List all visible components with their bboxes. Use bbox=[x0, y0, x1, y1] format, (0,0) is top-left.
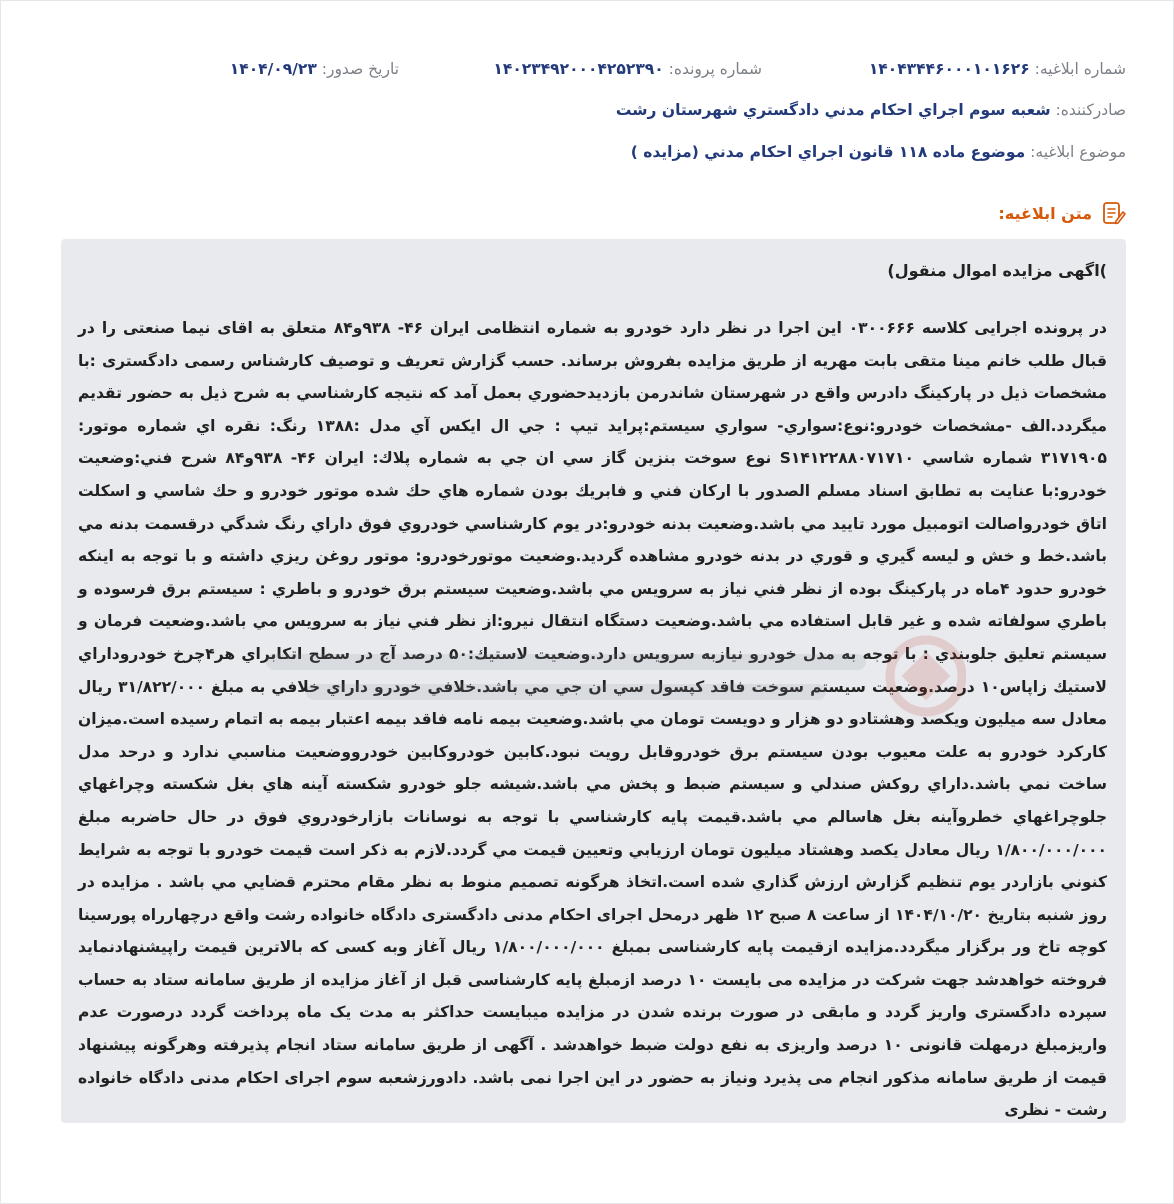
issuer-label: صادرکننده: bbox=[1055, 101, 1126, 119]
issuer-value: شعبه سوم اجراي احكام مدني دادگستري شهرستان رشت bbox=[615, 101, 1051, 119]
subject-value: موضوع ماده ۱۱۸ قانون اجراي احكام مدني (مزايده ) bbox=[630, 143, 1026, 161]
notice-number-value: ۱۴۰۴۳۴۴۶۰۰۰۱۰۱۶۲۶ bbox=[868, 60, 1030, 78]
case-number-row bbox=[493, 60, 762, 78]
issue-date-label: تاریخ صدور: bbox=[321, 60, 399, 78]
issue-date-value: ۱۴۰۴/۰۹/۲۳ bbox=[229, 60, 317, 78]
notice-heading: )اگهی مزایده اموال منقول) bbox=[887, 261, 1107, 280]
notice-number-label: شماره ابلاغیه: bbox=[1034, 60, 1126, 78]
case-number-value: ۱۴۰۲۳۴۹۲۰۰۰۴۲۵۲۳۹۰ bbox=[493, 60, 664, 78]
notice-text-section-title bbox=[998, 200, 1126, 226]
notice-number-row bbox=[869, 60, 1126, 78]
notice-body-text: در پرونده اجرایی کلاسه ۰۳۰۰۶۶۶ اين اجرا در نظر دارد خودرو به شماره انتظامی ايران ۴۶- ۹۳۸و۸۴ متعلق به اقای نیما صنعتی را در قبال طلب خانم مینا متقی بابت مهریه از طريق مزايده بفروش برساند. حسب گزارش تعريف و توصيف كارشناس رسمی دادگستری :با مشخصات ذیل در پارکینگ دادرس واقع در شهرستان شاندرمن بازديدحضوري بعمل آمد كه نتيجه كارشناسي به شرح ذيل به حضور تقديم ميگردد.الف -مشخصات خودرو:نوع:سواري- سواري سيستم:پرايد تيپ : جي ال ايكس آي مدل :۱۳۸۸ رنگ: نقره اي شماره موتور: ۳۱۷۱۹۰۵ شماره شاسي S۱۴۱۲۲۸۸۰۷۱۷۱۰ نوع سوخت بنزين گاز سي ان جي به شماره پلاك: ايران ۴۶- ۹۳۸و۸۴ شرح فني:وضعيت خودرو:با عنايت به تطابق اسناد مسلم الصدور با اركان فني و فابريك بودن شماره هاي حك شده موتور خودرو و حك شاسي و اسكلت اتاق خودرواصالت اتومبيل مورد تاييد مي باشد.وضعيت بدنه خودرو:در يوم كارشناسي خودروي فوق داراي رنگ شدگي درقسمت بدنه مي باشد.خط و خش و ليسه گيري و قوري در بدنه خودرو مشاهده گرديد.وضعيت موتورخودرو: موتور روغن ريزي داشته و با توجه به اينكه خودرو حدود ۴ماه در پاركينگ بوده از نظر فني نياز به سرويس مي باشد.وضعيت سيستم برق خودرو و باطري : سيستم برق فرسوده و باطري سولفاته شده و غير قابل استفاده مي باشد.وضعيت دستگاه انتقال نيرو:از نظر فني نياز به سرويس مي باشد.وضعيت فرمان و سيستم تعليق جلوبندي : با توجه به مدل خودرو نيازبه سرويس دارد.وضعيت لاستيك:۵۰ درصد آج در سطح اتكابراي هر۴چرخ خودروداراي لاستيك زاپاس۱۰ درصد.وضعيت سيستم سوخت فاقد كپسول سي ان جي مي باشد.خلافي خودرو داراي خلافي به مبلغ ۳۱/۸۲۲/۰۰۰ ريال معادل سه ميليون ويكصد وهشتادو دو هزار و دويست تومان مي باشد.وضعيت بيمه نامه فاقد بيمه اعتبار بيمه به اتمام رسيده است.ميزان كاركرد خودرو به علت معيوب بودن سيستم برق خودروقابل رويت نبود.كابين خودروكابين خودرووضعيت مناسبي ندارد و درحد مدل ساخت نمي باشد.داراي روكش صندلي و سيستم ضبط و پخش مي باشد.شيشه جلو خودرو شكسته آينه هاي بغل شكسته وچراغهاي جلوچراغهاي خطروآينه بغل هاسالم مي باشد.قيمت پايه كارشناسي با توجه به نوسانات بازارخودروي فوق در حال حاضربه مبلغ ۱/۸۰۰/۰۰۰/۰۰۰ ريال معادل يكصد وهشتاد ميليون تومان ارزيابي وتعيين قيمت مي گردد.لازم به ذكر است قيمت خودرو با توجه به شرايط كنوني بازاردر يوم تنظيم گزارش ارزش گذاري شده است.اتخاذ هرگونه تصميم منوط به نظر مقام محترم قضايي مي باشد . مزايده در روز شنبه بتاريخ ۱۴۰۴/۱۰/۲۰ از ساعت ۸ صبح ۱۲ ظهر درمحل اجرای احکام مدنی دادگستری دادگاه خانواده رشت واقع درچهارراه پورسينا کوچه تاخ ور برگزار ميگردد.مزايده ازقيمت پايه كارشناسی بمبلغ ۱/۸۰۰/۰۰۰/۰۰۰ ريال آغاز وبه كسی كه بالاترين قيمت راپيشنهادنمايد فروخته خواهدشد جهت شركت در مزايده می بايست ۱۰ درصد ازمبلغ پايه كارشناسی قبل از آغاز مزايده از طريق سامانه ستاد به حساب سپرده دادگستری واريز گردد و مابقی در صورت برنده شدن در مزايده ميبايست حداكثر به مدت يک ماه پرداخت گردد درصورت عدم واريزمبلغ درمهلت قانونی ۱۰ درصد واريزی به نفع دولت ضبط خواهدشد . آگهی از طريق سامانه ستاد انجام پذيرفته وهرگونه پيشنهاد قيمت از طريق سامانه مذكور انجام می پذيرد ونياز به حضور در اين اجرا نمی باشد. دادورزشعبه سوم اجرای احکام مدنی دادگاه خانواده رشت - نظری bbox=[78, 319, 1108, 1120]
case-number-label: شماره پرونده: bbox=[668, 60, 762, 78]
subject-label: موضوع ابلاغیه: bbox=[1030, 143, 1126, 161]
issuer-row bbox=[616, 101, 1126, 119]
subject-row bbox=[631, 143, 1126, 161]
issue-date-row bbox=[230, 60, 399, 78]
notice-text-label: متن ابلاغیه: bbox=[998, 203, 1092, 223]
document-edit-icon bbox=[1100, 200, 1126, 226]
notice-body-panel bbox=[61, 239, 1126, 1123]
